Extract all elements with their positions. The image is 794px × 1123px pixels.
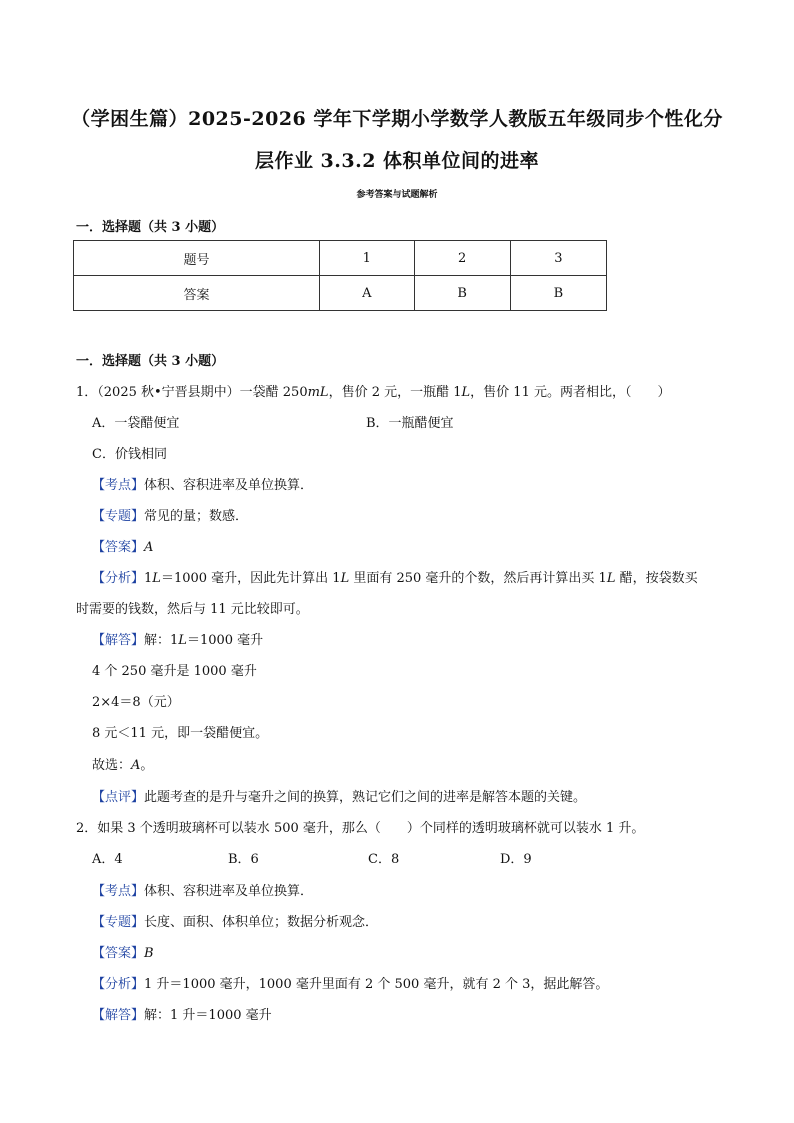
section-heading-detail: 一．选择题（共 3 小题） [76, 354, 225, 369]
q2-stem: 2．如果 3 个透明玻璃杯可以装水 500 毫升，那么（ ）个同样的透明玻璃杯就可以装水 1 升。 [76, 821, 645, 836]
answer-table [73, 240, 607, 311]
table-cell: 答案 [74, 276, 320, 311]
q1-step-1: 4 个 250 毫升是 1000 毫升 [92, 664, 257, 679]
q1-choice: 故选：A。 [92, 758, 154, 773]
q1-solution: 【解答】解：1L＝1000 毫升 [92, 633, 264, 648]
q2-solution: 【解答】解：1 升＝1000 毫升 [92, 1008, 272, 1023]
q2-option-c: C．8 [368, 852, 400, 867]
q1-step-3: 8 元＜11 元，即一袋醋便宜。 [92, 726, 269, 741]
table-row [74, 241, 607, 276]
table-cell: B [510, 276, 606, 311]
q1-analysis-line1: 【分析】1L＝1000 毫升，因此先计算出 1L 里面有 250 毫升的个数，然后再计算出买 1L 醋，按袋数买 [92, 571, 698, 586]
table-cell: A [320, 276, 415, 311]
q1-analysis-line2: 时需要的钱数，然后与 11 元比较即可。 [76, 602, 309, 617]
subtitle: 参考答案与试题解析 [356, 190, 438, 200]
q1-answer: 【答案】A [92, 540, 154, 555]
q2-option-d: D．9 [500, 852, 532, 867]
q2-answer: 【答案】B [92, 946, 154, 961]
q1-option-a: A．一袋醋便宜 [92, 416, 180, 431]
q2-option-b: B．6 [228, 852, 259, 867]
table-cell: B [414, 276, 510, 311]
table-cell: 题号 [74, 241, 320, 276]
section-heading-summary: 一．选择题（共 3 小题） [76, 220, 225, 235]
q1-step-2: 2×4＝8（元） [92, 695, 180, 710]
q2-zhuanti: 【专题】长度、面积、体积单位；数据分析观念． [92, 915, 379, 930]
q2-option-a: A．4 [92, 852, 123, 867]
q1-option-b: B．一瓶醋便宜 [366, 416, 454, 431]
page-title-line2: 层作业 3.3.2 体积单位间的进率 [254, 150, 540, 172]
q1-kaodian: 【考点】体积、容积进率及单位换算． [92, 478, 314, 493]
q2-kaodian: 【考点】体积、容积进率及单位换算． [92, 884, 314, 899]
q1-comment: 【点评】此题考查的是升与毫升之间的换算，熟记它们之间的进率是解答本题的关键。 [92, 790, 587, 805]
table-cell: 1 [320, 241, 415, 276]
q1-option-c: C．价钱相同 [92, 447, 167, 462]
q1-zhuanti: 【专题】常见的量；数感． [92, 509, 249, 524]
table-cell: 3 [510, 241, 606, 276]
table-cell: 2 [414, 241, 510, 276]
table-row [74, 276, 607, 311]
q1-stem: 1．（2025 秋•宁晋县期中）一袋醋 250mL，售价 2 元，一瓶醋 1L，售价 11 元。两者相比，（ ） [76, 385, 671, 400]
q2-analysis: 【分析】1 升＝1000 毫升，1000 毫升里面有 2 个 500 毫升，就有 2 个 3，据此解答。 [92, 977, 609, 992]
page-title-line1: （学困生篇）2025-2026 学年下学期小学数学人教版五年级同步个性化分 [71, 108, 723, 130]
